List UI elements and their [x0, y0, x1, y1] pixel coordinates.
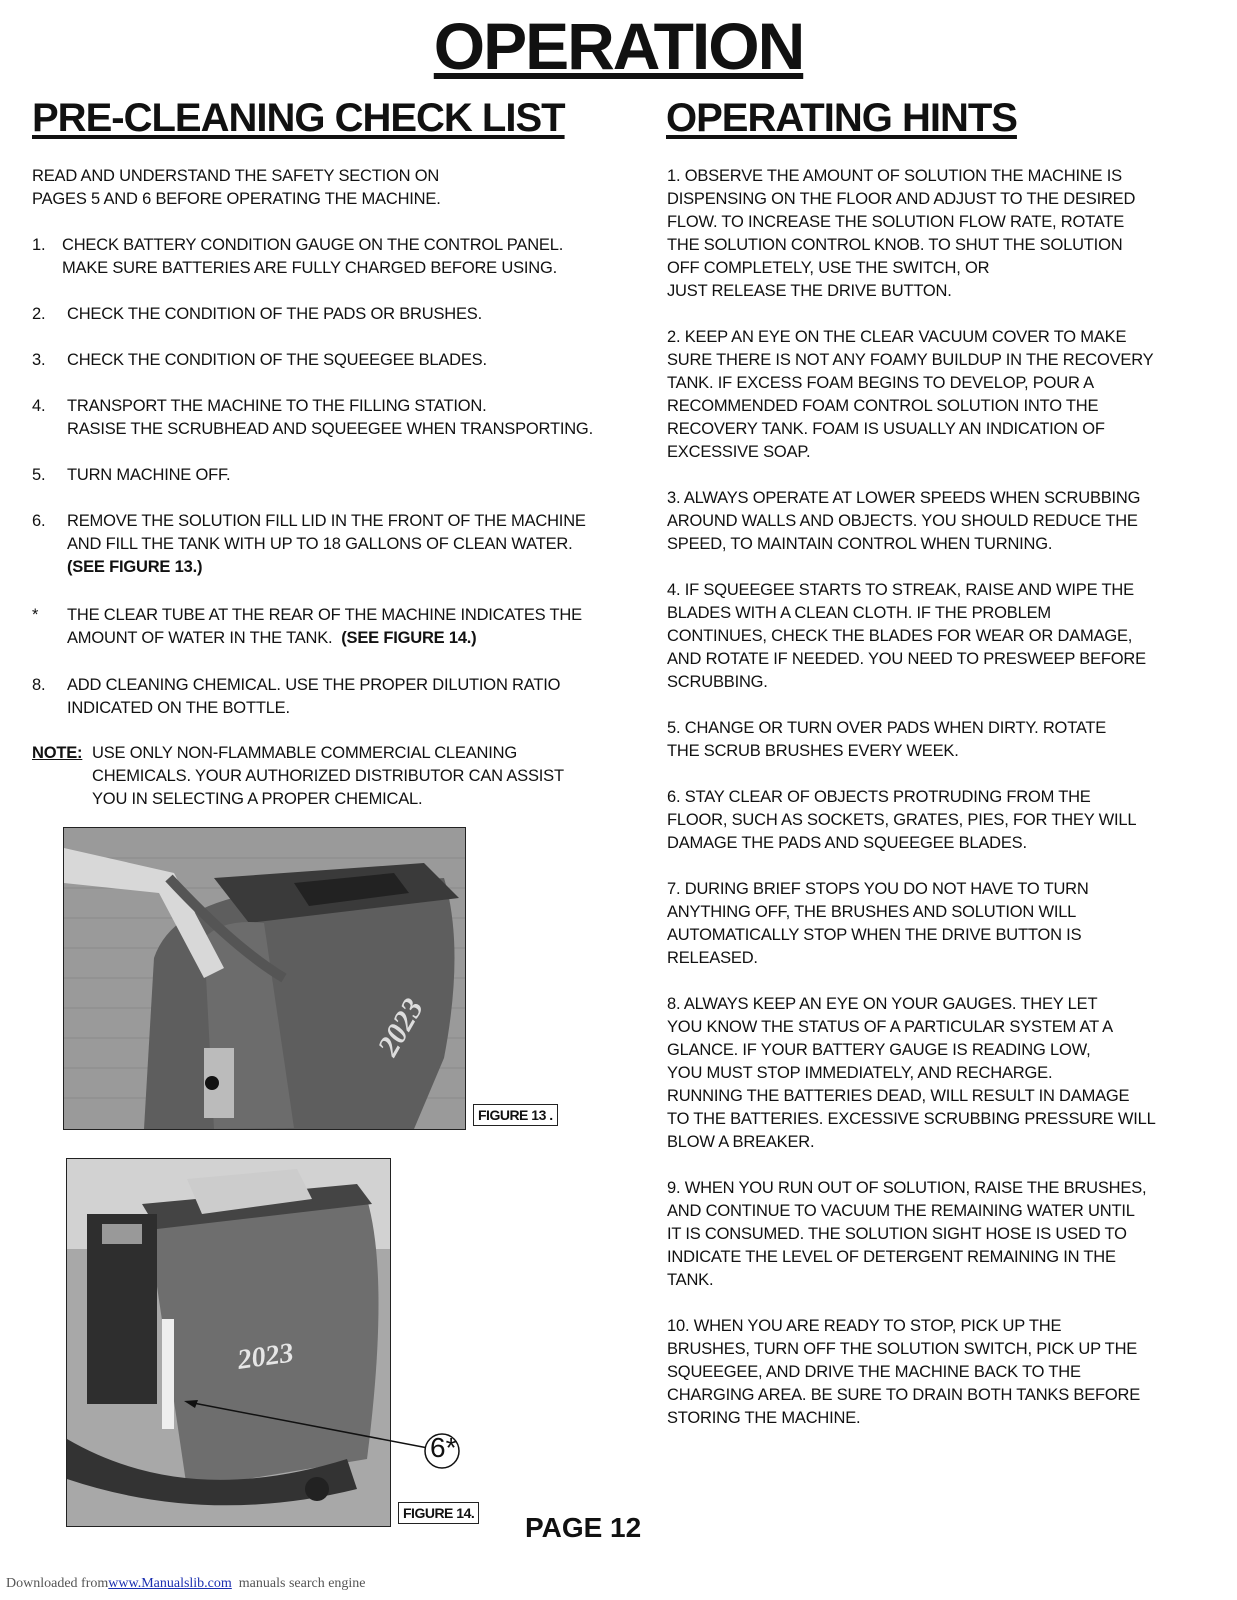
figure-13-label: FIGURE 13 .	[473, 1104, 558, 1126]
hint-line: 8. ALWAYS KEEP AN EYE ON YOUR GAUGES. THEY LET	[667, 995, 1098, 1013]
hint-line: 9. WHEN YOU RUN OUT OF SOLUTION, RAISE THE BRUSHES,	[667, 1179, 1147, 1197]
figure-14-label: FIGURE 14.	[398, 1502, 479, 1524]
hint-line: SQUEEGEE, AND DRIVE THE MACHINE BACK TO THE	[667, 1363, 1081, 1381]
hint-line: CHARGING AREA. BE SURE TO DRAIN BOTH TANKS BEFORE	[667, 1386, 1141, 1404]
item-line: CHECK THE CONDITION OF THE SQUEEGEE BLADES.	[67, 351, 487, 369]
note-label: NOTE:	[32, 744, 83, 762]
item-line: TRANSPORT THE MACHINE TO THE FILLING STATION.	[67, 397, 487, 415]
item-line: CHECK THE CONDITION OF THE PADS OR BRUSHES.	[67, 305, 482, 323]
hint-line: STORING THE MACHINE.	[667, 1409, 861, 1427]
machine-model-text: 2023	[235, 1337, 296, 1376]
hint-line: SURE THERE IS NOT ANY FOAMY BUILDUP IN THE RECOVERY	[667, 351, 1154, 369]
hint-line: 2. KEEP AN EYE ON THE CLEAR VACUUM COVER TO MAKE	[667, 328, 1127, 346]
item-number: 6.	[32, 512, 46, 530]
hint-line: GLANCE. IF YOUR BATTERY GAUGE IS READING LOW,	[667, 1041, 1091, 1059]
hint-7	[667, 878, 1207, 970]
hint-line: FLOW. TO INCREASE THE SOLUTION FLOW RATE, ROTATE	[667, 213, 1125, 231]
hint-line: CONTINUES, CHECK THE BLADES FOR WEAR OR DAMAGE,	[667, 627, 1133, 645]
hints-list	[667, 165, 1207, 1430]
figure-reference: (SEE FIGURE 14.)	[341, 629, 477, 647]
note-line: CHEMICALS. YOUR AUTHORIZED DISTRIBUTOR CAN ASSIST	[92, 767, 564, 785]
hint-line: INDICATE THE LEVEL OF DETERGENT REMAINING IN THE	[667, 1248, 1116, 1266]
footer-prefix: Downloaded from	[6, 1576, 109, 1591]
hint-line: 10. WHEN YOU ARE READY TO STOP, PICK UP THE	[667, 1317, 1062, 1335]
hint-line: TO THE BATTERIES. EXCESSIVE SCRUBBING PRESSURE WILL	[667, 1110, 1156, 1128]
hint-line: SCRUBBING.	[667, 673, 768, 691]
item-line: REMOVE THE SOLUTION FILL LID IN THE FRONT OF THE MACHINE	[67, 512, 586, 530]
item-number: 3.	[32, 351, 46, 369]
page-number: PAGE 12	[525, 1512, 642, 1543]
machine-fill-photo	[64, 828, 465, 1129]
hint-2	[667, 326, 1207, 464]
hint-line: AUTOMATICALLY STOP WHEN THE DRIVE BUTTON IS	[667, 926, 1082, 944]
item-number: 1.	[32, 236, 46, 254]
hint-line: EXCESSIVE SOAP.	[667, 443, 811, 461]
hint-line: YOU MUST STOP IMMEDIATELY, AND RECHARGE.	[667, 1064, 1053, 1082]
hint-10	[667, 1315, 1207, 1430]
hint-line: 7. DURING BRIEF STOPS YOU DO NOT HAVE TO TURN	[667, 880, 1089, 898]
hint-line: AND CONTINUE TO VACUUM THE REMAINING WATER UNTIL	[667, 1202, 1135, 1220]
hint-line: 5. CHANGE OR TURN OVER PADS WHEN DIRTY. ROTATE	[667, 719, 1107, 737]
hint-line: OFF COMPLETELY, USE THE SWITCH, OR	[667, 259, 990, 277]
item-line: AND FILL THE TANK WITH UP TO 18 GALLONS OF CLEAN WATER.	[67, 535, 573, 553]
hint-line: YOU KNOW THE STATUS OF A PARTICULAR SYSTEM AT A	[667, 1018, 1113, 1036]
hint-line: DAMAGE THE PADS AND SQUEEGEE BLADES.	[667, 834, 1027, 852]
item-number: 8.	[32, 676, 46, 694]
hint-line: SPEED, TO MAINTAIN CONTROL WHEN TURNING.	[667, 535, 1053, 553]
download-footer	[6, 1576, 366, 1592]
item-line: MAKE SURE BATTERIES ARE FULLY CHARGED BEFORE USING.	[62, 259, 557, 277]
hint-line: BLADES WITH A CLEAN CLOTH. IF THE PROBLEM	[667, 604, 1051, 622]
hint-line: TANK.	[667, 1271, 714, 1289]
item-line: TURN MACHINE OFF.	[67, 466, 231, 484]
note-line: YOU IN SELECTING A PROPER CHEMICAL.	[92, 790, 423, 808]
hint-line: BRUSHES, TURN OFF THE SOLUTION SWITCH, PICK UP THE	[667, 1340, 1138, 1358]
hint-line: 4. IF SQUEEGEE STARTS TO STREAK, RAISE AND WIPE THE	[667, 581, 1134, 599]
hint-line: THE SCRUB BRUSHES EVERY WEEK.	[667, 742, 959, 760]
hint-4	[667, 579, 1207, 694]
item-number: 4.	[32, 397, 46, 415]
figure-13-photo	[63, 827, 466, 1130]
item-line: CHECK BATTERY CONDITION GAUGE ON THE CONTROL PANEL.	[62, 236, 564, 254]
hints-heading: OPERATING HINTS	[666, 96, 1017, 140]
hint-line: RUNNING THE BATTERIES DEAD, WILL RESULT IN DAMAGE	[667, 1087, 1130, 1105]
checklist-heading: PRE-CLEANING CHECK LIST	[32, 96, 565, 140]
hint-line: RECOVERY TANK. FOAM IS USUALLY AN INDICATION OF	[667, 420, 1105, 438]
hint-6	[667, 786, 1207, 855]
hint-line: 1. OBSERVE THE AMOUNT OF SOLUTION THE MACHINE IS	[667, 167, 1122, 185]
machine-model-text: 2023	[371, 993, 431, 1062]
item-line: INDICATED ON THE BOTTLE.	[67, 699, 290, 717]
hint-line: AND ROTATE IF NEEDED. YOU NEED TO PRESWEEP BEFORE	[667, 650, 1146, 668]
hint-line: 3. ALWAYS OPERATE AT LOWER SPEEDS WHEN SCRUBBING	[667, 489, 1141, 507]
figure-reference: (SEE FIGURE 13.)	[67, 558, 203, 576]
intro-line: PAGES 5 AND 6 BEFORE OPERATING THE MACHINE.	[32, 190, 441, 208]
hint-line: FLOOR, SUCH AS SOCKETS, GRATES, PIES, FOR THEY WILL	[667, 811, 1137, 829]
item-number: 5.	[32, 466, 46, 484]
hint-8	[667, 993, 1207, 1154]
manualslib-link[interactable]: www.Manualslib.com	[108, 1576, 232, 1591]
callout-label: 6*	[430, 1432, 457, 1463]
hint-line: IT IS CONSUMED. THE SOLUTION SIGHT HOSE IS USED TO	[667, 1225, 1127, 1243]
note-line: USE ONLY NON-FLAMMABLE COMMERCIAL CLEANING	[92, 744, 517, 762]
page-title: OPERATION	[433, 9, 804, 83]
hint-line: BLOW A BREAKER.	[667, 1133, 815, 1151]
item-number: 2.	[32, 305, 46, 323]
hint-line: JUST RELEASE THE DRIVE BUTTON.	[667, 282, 952, 300]
item-line: ADD CLEANING CHEMICAL. USE THE PROPER DILUTION RATIO	[67, 676, 561, 694]
item-number: *	[32, 606, 39, 624]
hint-line: RELEASED.	[667, 949, 758, 967]
item-line: AMOUNT OF WATER IN THE TANK.	[67, 629, 333, 647]
hint-line: DISPENSING ON THE FLOOR AND ADJUST TO THE DESIRED	[667, 190, 1136, 208]
hint-5	[667, 717, 1207, 763]
hint-9	[667, 1177, 1207, 1292]
hint-3	[667, 487, 1207, 556]
intro-line: READ AND UNDERSTAND THE SAFETY SECTION ON	[32, 167, 440, 185]
hint-line: ANYTHING OFF, THE BRUSHES AND SOLUTION WILL	[667, 903, 1077, 921]
hint-line: AROUND WALLS AND OBJECTS. YOU SHOULD REDUCE THE	[667, 512, 1138, 530]
item-line: RASISE THE SCRUBHEAD AND SQUEEGEE WHEN TRANSPORTING.	[67, 420, 593, 438]
checklist-intro	[32, 165, 441, 211]
hint-line: THE SOLUTION CONTROL KNOB. TO SHUT THE SOLUTION	[667, 236, 1123, 254]
hint-line: 6. STAY CLEAR OF OBJECTS PROTRUDING FROM THE	[667, 788, 1091, 806]
item-line: THE CLEAR TUBE AT THE REAR OF THE MACHINE INDICATES THE	[67, 606, 582, 624]
footer-suffix: manuals search engine	[238, 1576, 366, 1591]
hint-line: RECOMMENDED FOAM CONTROL SOLUTION INTO THE	[667, 397, 1099, 415]
hint-line: TANK. IF EXCESS FOAM BEGINS TO DEVELOP, POUR A	[667, 374, 1094, 392]
hint-1	[667, 165, 1207, 303]
